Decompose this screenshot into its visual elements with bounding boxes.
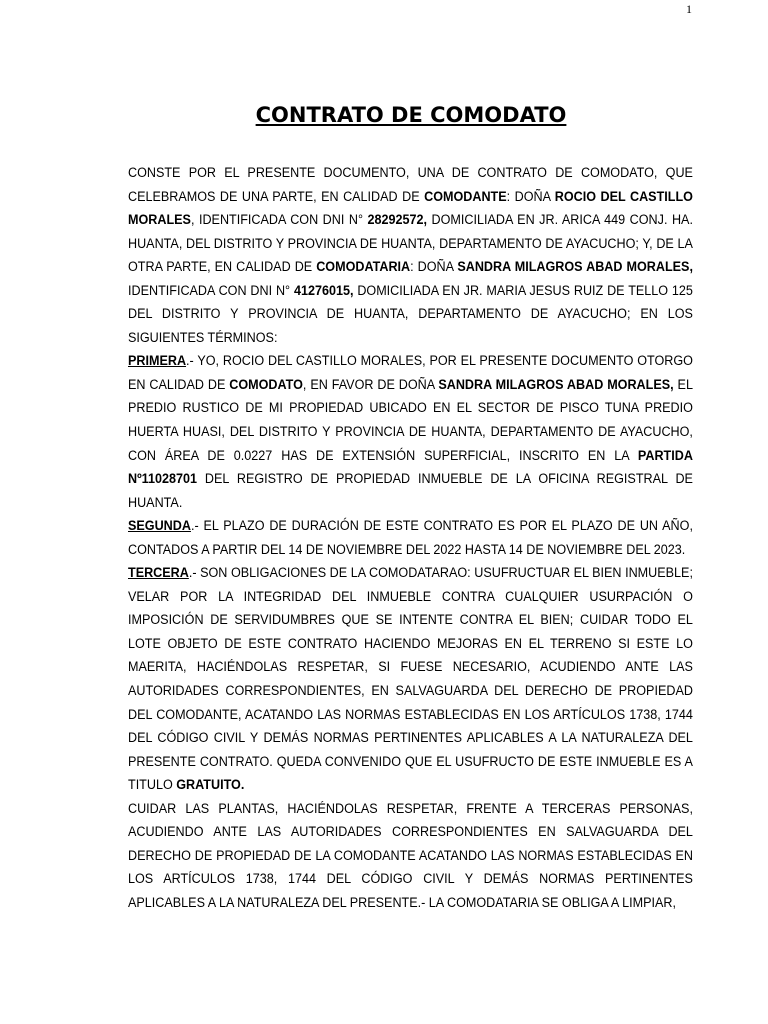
- gratuito-label: GRATUITO.: [176, 777, 245, 793]
- clause-heading: SEGUNDA: [128, 518, 191, 534]
- intro-text: : DOÑA: [410, 259, 458, 275]
- partida-number: PARTIDA Nº11028701: [128, 447, 693, 487]
- comodante-name: ROCIO DEL CASTILLO MORALES: [128, 188, 693, 228]
- clause-tercera: [128, 561, 693, 796]
- page-number: 1: [686, 2, 692, 16]
- intro-text: CONSTE POR EL PRESENTE DOCUMENTO, UNA DE CONTRATO DE COMODATO, QUE CELEBRAMOS DE UNA PARTE, EN CALIDAD DE: [128, 165, 693, 204]
- comodataria-label: COMODATARIA: [316, 259, 411, 275]
- comodante-label: COMODANTE: [424, 188, 507, 204]
- contract-body: [128, 161, 693, 915]
- clause-heading: TERCERA: [128, 565, 189, 581]
- paragraph-text: CUIDAR LAS PLANTAS, HACIÉNDOLAS RESPETAR, FRENTE A TERCERAS PERSONAS, ACUDIENDO ANTE LAS AUTORIDADES CORRESPONDIENTES EN SALVAGUARDA DEL DERECHO DE PROPIEDAD DE LA COMODANTE ACATANDO LAS NORMAS ESTABLECIDAS EN LOS ARTÍCULOS 1738, 1744 DEL CÓDIGO CIVIL Y DEMÁS NORMAS PERTINENTES APLICABLES A LA NATURALEZA DEL PRESENTE.- LA COMODATARIA SE OBLIGA A LIMPIAR,: [128, 800, 693, 910]
- clause-heading: PRIMERA: [128, 353, 187, 369]
- comodataria-name: SANDRA MILAGROS ABAD MORALES,: [438, 376, 674, 392]
- clause-text: DEL REGISTRO DE PROPIEDAD INMUEBLE DE LA OFICINA REGISTRAL DE HUANTA.: [128, 471, 693, 510]
- comodante-dni: 28292572,: [367, 212, 428, 228]
- document-title: CONTRATO DE COMODATO: [255, 103, 567, 127]
- intro-text: , IDENTIFICADA CON DNI N°: [190, 212, 368, 228]
- clause-text: .- YO, ROCIO DEL CASTILLO MORALES, POR EL PRESENTE DOCUMENTO OTORGO EN CALIDAD DE: [128, 353, 693, 392]
- clause-primera: [128, 349, 693, 514]
- clause-text: , EN FAVOR DE DOÑA: [302, 376, 439, 392]
- comodataria-name: SANDRA MILAGROS ABAD MORALES,: [457, 259, 693, 275]
- clause-text: .- SON OBLIGACIONES DE LA COMODATARAO: USUFRUCTUAR EL BIEN INMUEBLE; VELAR POR LA INTEGRIDAD DEL INMUEBLE CONTRA CUALQUIER USURPACIÓN O IMPOSICIÓN DE SERVIDUMBRES QUE SE INTENTE CONTRA EL BIEN; CUIDAR TODO EL LOTE OBJETO DE ESTE CONTRATO HACIENDO MEJORAS EN EL TERRENO SI ESTE LO MAERITA, HACIÉNDOLAS RESPETAR, SI FUESE NECESARIO, ACUDIENDO ANTE LAS AUTORIDADES CORRESPONDIENTES, EN SALVAGUARDA DEL DERECHO DE PROPIEDAD DEL COMODANTE, ACATANDO LAS NORMAS ESTABLECIDAS EN LOS ARTÍCULOS 1738, 1744 DEL CÓDIGO CIVIL Y DEMÁS NORMAS PERTINENTES APLICABLES A LA NATURALEZA DEL PRESENTE CONTRATO. QUEDA CONVENIDO QUE EL USUFRUCTO DE ESTE INMUEBLE ES A TITULO: [128, 565, 693, 793]
- intro-paragraph: [128, 161, 693, 349]
- clause-text: .- EL PLAZO DE DURACIÓN DE ESTE CONTRATO ES POR EL PLAZO DE UN AÑO, CONTADOS A PARTIR DEL 14 DE NOVIEMBRE DEL 2022 HASTA 14 DE NOVIEMBRE DEL 2023.: [128, 518, 693, 557]
- comodataria-dni: 41276015,: [293, 282, 354, 298]
- intro-text: DOMICILIADA EN JR. ARICA 449 CONJ. HA. HUANTA, DEL DISTRITO Y PROVINCIA DE HUANTA, DEPARTAMENTO DE AYACUCHO; Y, DE LA OTRA PARTE, EN CALIDAD DE: [128, 212, 693, 275]
- clause-segunda: [128, 514, 693, 561]
- intro-text: IDENTIFICADA CON DNI N°: [128, 282, 294, 298]
- clause-text: EL PREDIO RUSTICO DE MI PROPIEDAD UBICADO EN EL SECTOR DE PISCO TUNA PREDIO HUERTA HUASI, DEL DISTRITO Y PROVINCIA DE HUANTA, DEPARTAMENTO DE AYACUCHO, CON ÁREA DE 0.0227 HAS DE EXTENSIÓN SUPERFICIAL, INSCRITO EN LA: [128, 376, 693, 463]
- intro-text: : DOÑA: [506, 188, 555, 204]
- intro-text: DOMICILIADA EN JR. MARIA JESUS RUIZ DE TELLO 125 DEL DISTRITO Y PROVINCIA DE HUANTA, DEPARTAMENTO DE AYACUCHO; EN LOS SIGUIENTES TÉRMINOS:: [128, 282, 693, 345]
- cuidar-paragraph: [128, 797, 693, 915]
- comodato-label: COMODATO: [229, 376, 303, 392]
